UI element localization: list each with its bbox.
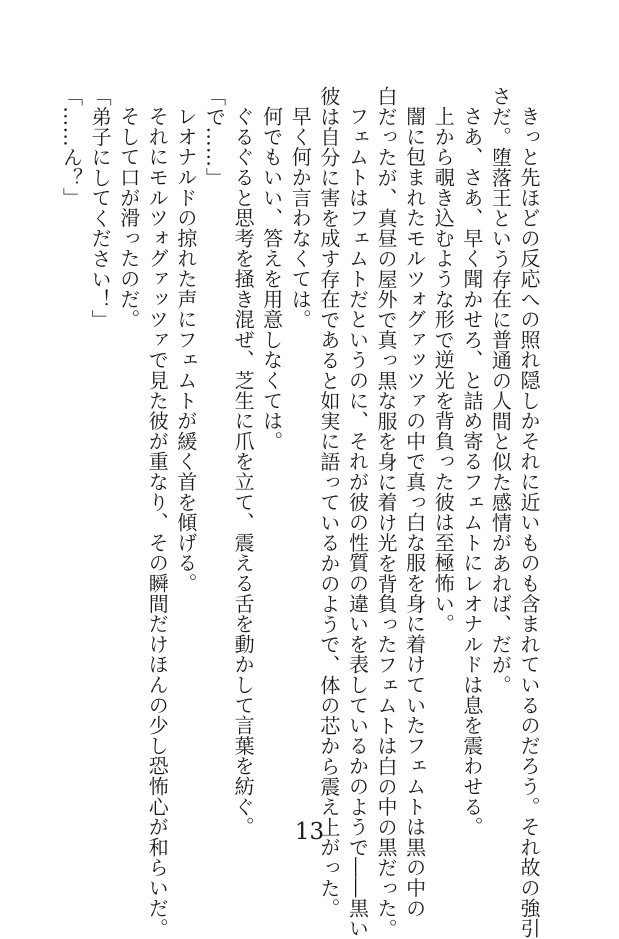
text-line-5: 闇に包まれたモルツォグァッツァの中で真っ白な服を身に着けていたフェムトは黒の中の	[402, 106, 427, 918]
text-line-11: ぐるぐると思考を掻き混ぜ、芝生に爪を立て、震える舌を動かして言葉を紡ぐ。	[231, 106, 256, 837]
text-line-3: さあ、さあ、早く聞かせろ、と詰め寄るフェムトにレオナルドは息を震わせる。	[459, 106, 484, 837]
text-line-6: 白だったが、真昼の屋外で真っ黒な服を身に着け光を背負ったフェムトは白の中の黒だった。	[374, 86, 399, 939]
page-number: 13	[294, 819, 325, 845]
text-line-7: フェムトはフェムトだというのに、それが彼の性質の違いを表しているかのようで――黒い	[345, 106, 370, 939]
dialogue-line-1: 「で……」	[202, 86, 227, 188]
text-line-10: 何でもいい、答えを用意しなくては。	[259, 106, 284, 452]
text-line-4: 上から覗き込むような形で逆光を背負った彼は至極怖い。	[431, 106, 456, 634]
text-line-13: レオナルドの掠れた声にフェムトが緩く首を傾げる。	[173, 106, 198, 594]
dialogue-line-3: 「……ん？」	[59, 86, 84, 208]
text-line-14: それにモルツォグァッツァで見た彼が重なり、その瞬間だけほんの少し恐怖心が和らいだ。	[145, 106, 170, 939]
text-line-15: そして口が滑ったのだ。	[116, 106, 141, 330]
dialogue-line-2: 「弟子にしてください！」	[88, 86, 113, 330]
text-line-2: さだ。堕落王という存在に普通の人間と似た感情があれば、だが。	[488, 86, 513, 695]
text-line-1: きっと先ほどの反応への照れ隠しかそれに近いものも含まれているのだろう。それ故の強引	[517, 106, 541, 939]
text-line-9: 早く何か言わなくては。	[288, 106, 313, 330]
text-line-8: 彼は自分に害を成す存在であると如実に語っているかのようで、体の芯から震え上がった。	[316, 86, 341, 919]
